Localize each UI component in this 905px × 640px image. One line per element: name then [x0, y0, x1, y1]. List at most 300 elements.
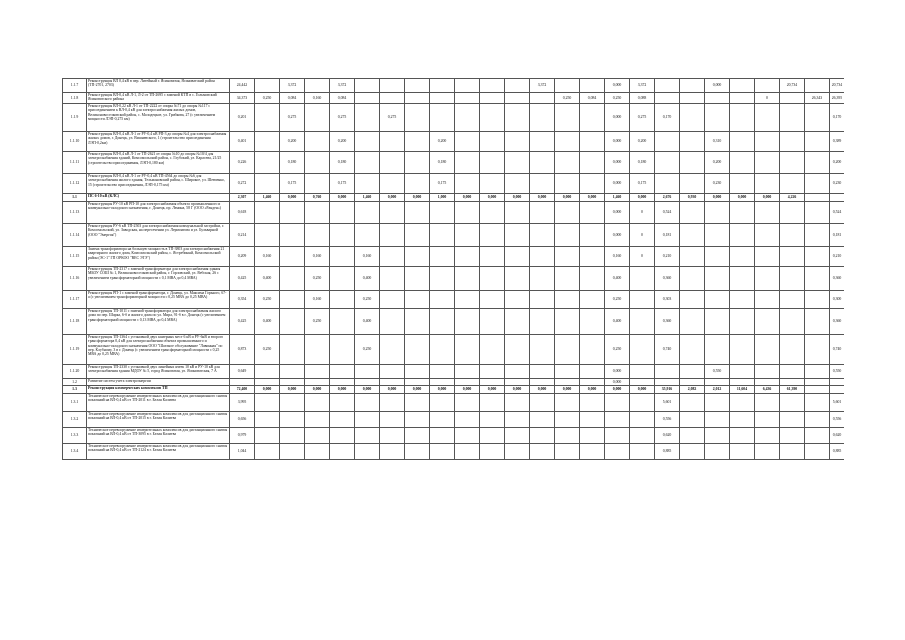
- row-value-cell: [780, 93, 805, 104]
- row-value-cell: [555, 224, 580, 247]
- row-value-cell: [580, 394, 605, 412]
- row-value-cell: [805, 132, 830, 152]
- row-value-cell: [805, 247, 830, 267]
- row-description: Техническое перевооружение измерительных комплексов для дистанционного снятия показаний на ВЛ-0,4 кВ от ТП-2124 в г. Белая Калитва: [87, 444, 230, 460]
- row-value-cell: [505, 394, 530, 412]
- row-value-cell: 0,000: [580, 386, 605, 394]
- row-value-cell: [530, 291, 555, 309]
- row-value-cell: 5,601: [830, 394, 845, 412]
- row-value-cell: [330, 247, 355, 267]
- row-value-cell: [305, 444, 330, 460]
- row-value-cell: [380, 93, 405, 104]
- row-value-cell: 0,000: [555, 194, 580, 202]
- row-value-cell: 0,354: [230, 291, 255, 309]
- row-code: 1.1.17: [63, 291, 87, 309]
- row-value-cell: [455, 224, 480, 247]
- row-value-cell: [705, 309, 730, 335]
- row-value-cell: [230, 379, 255, 386]
- row-value-cell: [305, 132, 330, 152]
- row-value-cell: 0,885: [830, 444, 845, 460]
- row-value-cell: 0,000: [605, 104, 630, 132]
- row-value-cell: [280, 202, 305, 224]
- row-value-cell: [555, 247, 580, 267]
- row-value-cell: 0,400: [355, 309, 380, 335]
- row-value-cell: [255, 428, 280, 444]
- row-code: 1.3.2: [63, 412, 87, 428]
- row-value-cell: [780, 394, 805, 412]
- row-value-cell: [755, 412, 780, 428]
- row-value-cell: [380, 132, 405, 152]
- row-value-cell: 0,200: [330, 132, 355, 152]
- row-value-cell: [805, 394, 830, 412]
- row-value-cell: [455, 267, 480, 291]
- row-value-cell: 35,916: [655, 386, 680, 394]
- row-value-cell: [755, 174, 780, 194]
- row-value-cell: [405, 79, 430, 93]
- row-value-cell: [530, 174, 555, 194]
- row-value-cell: [280, 224, 305, 247]
- row-value-cell: [430, 444, 455, 460]
- row-value-cell: 0,649: [230, 365, 255, 379]
- row-value-cell: [480, 93, 505, 104]
- row-value-cell: 0,181: [655, 224, 680, 247]
- row-value-cell: [530, 394, 555, 412]
- row-value-cell: [280, 412, 305, 428]
- table-row: [63, 428, 845, 444]
- row-value-cell: [405, 309, 430, 335]
- row-value-cell: 0,230: [705, 174, 730, 194]
- row-value-cell: [430, 365, 455, 379]
- row-value-cell: [480, 174, 505, 194]
- row-description: Реконструкция ВЛ-0,4 кВ Л-1, Л-2 от ТП-2695 с заменой КТП в с. Гольмовский Ясиноватского района: [87, 93, 230, 104]
- row-value-cell: [430, 93, 455, 104]
- row-value-cell: [780, 309, 805, 335]
- row-value-cell: [255, 224, 280, 247]
- row-value-cell: [480, 428, 505, 444]
- row-code: 1.1.8: [63, 93, 87, 104]
- row-description: Реконструкция ТП-2330 с установкой двух линейных ячеек 10 кВ и РУ-10 кВ для электроснабжения здания МДОУ № 5, город Ясиноватая, ул. Ясиноватская, 7 А: [87, 365, 230, 379]
- row-value-cell: [305, 379, 330, 386]
- row-description: Реконструкция ТП-1364 с установкой двух камерных мест 6 кВ и РУ-6кВ и второго трансформатора 0,4 кВ для электроснабжения объекта промышленного и коммунально-складского назначения ООО "Шахтное обслуживание "Лавинная" по пер. Клубному, 3 в г. Донецк (с увеличением трансформаторной мощности с 0,25 МВА до 0,25 МВА): [87, 335, 230, 365]
- row-value-cell: [380, 365, 405, 379]
- row-value-cell: 1,460: [355, 194, 380, 202]
- table-row: [63, 267, 845, 291]
- row-value-cell: [330, 309, 355, 335]
- row-value-cell: 0,180: [280, 152, 305, 174]
- table-row: [63, 202, 845, 224]
- row-value-cell: 0,200: [280, 132, 305, 152]
- table-row: [63, 104, 845, 132]
- row-description: Реконструкция ВЛ-0,4 кВ Л-1 от ТП-2621 от опоры №10 до опоры №10/4 для электроснабжения зданий, Комсомольский район, с. Глубокий, ул. Карасева, 21/25 (строительство присоединения, ЛЭП-0,180 км): [87, 152, 230, 174]
- row-value-cell: [480, 394, 505, 412]
- row-value-cell: [355, 79, 380, 93]
- row-value-cell: 0,000: [630, 386, 655, 394]
- row-value-cell: 4,226: [780, 194, 805, 202]
- row-value-cell: 0,389: [830, 132, 845, 152]
- table-row: [63, 379, 845, 386]
- row-value-cell: [580, 174, 605, 194]
- table-row: [63, 224, 845, 247]
- row-value-cell: [805, 291, 830, 309]
- row-value-cell: [680, 394, 705, 412]
- row-value-cell: [530, 93, 555, 104]
- row-value-cell: [730, 335, 755, 365]
- row-value-cell: [680, 291, 705, 309]
- row-value-cell: [405, 152, 430, 174]
- row-value-cell: [780, 335, 805, 365]
- row-value-cell: 0,160: [255, 247, 280, 267]
- row-value-cell: 2,082: [680, 386, 705, 394]
- row-value-cell: 0,524: [655, 202, 680, 224]
- row-code: 1.1.16: [63, 267, 87, 291]
- row-value-cell: [580, 247, 605, 267]
- row-value-cell: [630, 365, 655, 379]
- row-value-cell: [580, 291, 605, 309]
- row-value-cell: 0,000: [480, 386, 505, 394]
- row-value-cell: [805, 309, 830, 335]
- row-value-cell: 0,310: [705, 132, 730, 152]
- row-value-cell: [780, 202, 805, 224]
- row-value-cell: 0,885: [655, 444, 680, 460]
- row-value-cell: [480, 309, 505, 335]
- row-value-cell: 0: [630, 202, 655, 224]
- row-value-cell: [480, 379, 505, 386]
- row-value-cell: [505, 104, 530, 132]
- row-value-cell: 0,000: [730, 194, 755, 202]
- row-value-cell: 0,000: [455, 386, 480, 394]
- row-value-cell: [530, 202, 555, 224]
- row-value-cell: [830, 386, 845, 394]
- row-value-cell: [655, 379, 680, 386]
- row-value-cell: [480, 335, 505, 365]
- row-value-cell: [705, 224, 730, 247]
- row-value-cell: 0,000: [580, 194, 605, 202]
- row-value-cell: 0,175: [330, 174, 355, 194]
- row-value-cell: [380, 202, 405, 224]
- row-value-cell: 0,620: [830, 428, 845, 444]
- row-value-cell: [805, 386, 830, 394]
- row-value-cell: [630, 379, 655, 386]
- row-value-cell: [380, 428, 405, 444]
- row-value-cell: 0,175: [280, 174, 305, 194]
- row-value-cell: [305, 174, 330, 194]
- row-value-cell: [805, 152, 830, 174]
- row-value-cell: 0,160: [305, 291, 330, 309]
- row-value-cell: [630, 412, 655, 428]
- row-value-cell: 0,170: [830, 104, 845, 132]
- row-value-cell: [705, 291, 730, 309]
- row-value-cell: [305, 104, 330, 132]
- row-value-cell: [455, 412, 480, 428]
- row-value-cell: [380, 224, 405, 247]
- row-value-cell: [380, 379, 405, 386]
- row-value-cell: 11,604: [730, 386, 755, 394]
- row-value-cell: 34,373: [230, 93, 255, 104]
- row-value-cell: [355, 224, 380, 247]
- table-row: [63, 335, 845, 365]
- row-value-cell: [405, 335, 430, 365]
- row-value-cell: [280, 267, 305, 291]
- table-row: [63, 194, 845, 202]
- row-value-cell: [380, 444, 405, 460]
- table-row: [63, 444, 845, 460]
- row-value-cell: 0,300: [830, 291, 845, 309]
- row-value-cell: [280, 309, 305, 335]
- row-value-cell: 0,201: [230, 104, 255, 132]
- row-description: Техническое перевооружение измерительных комплексов для дистанционного снятия показаний на ВЛ-0,4 кВ от ТП-2011 в г. Белая Калитва: [87, 394, 230, 412]
- row-value-cell: [530, 365, 555, 379]
- row-value-cell: 2,307: [230, 194, 255, 202]
- row-value-cell: [505, 428, 530, 444]
- row-value-cell: [755, 291, 780, 309]
- row-value-cell: 0,360: [830, 309, 845, 335]
- row-value-cell: [505, 152, 530, 174]
- row-value-cell: [530, 224, 555, 247]
- row-value-cell: 0,200: [830, 152, 845, 174]
- row-value-cell: [455, 379, 480, 386]
- row-value-cell: [805, 79, 830, 93]
- row-value-cell: 5,601: [655, 394, 680, 412]
- row-code: 1.1.15: [63, 247, 87, 267]
- row-value-cell: [630, 267, 655, 291]
- row-value-cell: [330, 291, 355, 309]
- row-value-cell: 0,000: [705, 194, 730, 202]
- row-value-cell: [680, 412, 705, 428]
- row-value-cell: 0,200: [430, 132, 455, 152]
- row-value-cell: [655, 174, 680, 194]
- row-value-cell: [605, 394, 630, 412]
- row-value-cell: [280, 444, 305, 460]
- row-value-cell: [755, 379, 780, 386]
- row-value-cell: 0,175: [630, 174, 655, 194]
- row-value-cell: [380, 152, 405, 174]
- row-value-cell: [430, 202, 455, 224]
- row-value-cell: [330, 394, 355, 412]
- row-value-cell: [430, 394, 455, 412]
- row-value-cell: 26,395: [830, 93, 845, 104]
- row-value-cell: 0,400: [355, 267, 380, 291]
- row-value-cell: 6,436: [755, 386, 780, 394]
- row-value-cell: [730, 309, 755, 335]
- row-value-cell: 26,343: [805, 93, 830, 104]
- row-value-cell: [455, 394, 480, 412]
- row-value-cell: [455, 202, 480, 224]
- row-value-cell: 0,000: [305, 386, 330, 394]
- row-value-cell: [530, 412, 555, 428]
- row-description: Реконструкция ВЛ-0,4 кВ Л-1 от РУ-0,4 кВ ТП-4564 до опоры №6 для электроснабжения жилого здания, Тельмановский район, с. Широкое, ул. Шевченко, 15 (строительство присоединения, ЛЭП-0,175 км): [87, 174, 230, 194]
- row-value-cell: 0,250: [305, 309, 330, 335]
- row-value-cell: 0,200: [630, 132, 655, 152]
- row-value-cell: 0,250: [605, 93, 630, 104]
- row-value-cell: [555, 79, 580, 93]
- row-code: 1.1.10: [63, 132, 87, 152]
- row-value-cell: [705, 247, 730, 267]
- row-value-cell: [730, 224, 755, 247]
- row-value-cell: [455, 247, 480, 267]
- row-value-cell: [705, 335, 730, 365]
- row-value-cell: [730, 79, 755, 93]
- row-value-cell: 0,556: [830, 412, 845, 428]
- row-value-cell: 0: [630, 247, 655, 267]
- row-value-cell: [480, 247, 505, 267]
- row-value-cell: [405, 93, 430, 104]
- row-value-cell: 0,275: [380, 104, 405, 132]
- row-value-cell: 0,000: [605, 224, 630, 247]
- row-value-cell: 0,000: [330, 386, 355, 394]
- row-value-cell: [655, 365, 680, 379]
- row-value-cell: 0,250: [255, 335, 280, 365]
- row-value-cell: 0,000: [605, 132, 630, 152]
- row-value-cell: 2,676: [655, 194, 680, 202]
- row-value-cell: 0,000: [405, 386, 430, 394]
- row-value-cell: [355, 365, 380, 379]
- row-value-cell: [755, 428, 780, 444]
- row-value-cell: 0,175: [430, 174, 455, 194]
- row-value-cell: [355, 444, 380, 460]
- row-value-cell: 0: [755, 93, 780, 104]
- row-value-cell: 0,000: [280, 386, 305, 394]
- row-value-cell: [405, 291, 430, 309]
- row-value-cell: [630, 335, 655, 365]
- row-value-cell: [405, 224, 430, 247]
- row-value-cell: [405, 247, 430, 267]
- row-value-cell: [530, 379, 555, 386]
- row-value-cell: [480, 291, 505, 309]
- row-description: Техническое перевооружение измерительных комплексов для дистанционного снятия показаний на ВЛ-0,4 кВ от ТП-3095 в г. Белая Калитва: [87, 428, 230, 444]
- row-value-cell: [530, 152, 555, 174]
- row-value-cell: [380, 174, 405, 194]
- row-value-cell: 0,209: [230, 247, 255, 267]
- row-value-cell: [530, 428, 555, 444]
- row-value-cell: [730, 428, 755, 444]
- row-value-cell: [505, 247, 530, 267]
- row-value-cell: 0,400: [605, 309, 630, 335]
- row-value-cell: [380, 247, 405, 267]
- row-value-cell: [455, 444, 480, 460]
- row-value-cell: 0,000: [380, 194, 405, 202]
- row-value-cell: [380, 394, 405, 412]
- row-value-cell: [580, 335, 605, 365]
- row-value-cell: [680, 267, 705, 291]
- row-value-cell: [430, 335, 455, 365]
- row-value-cell: [730, 379, 755, 386]
- table-body: [63, 79, 845, 460]
- row-value-cell: 1,044: [230, 444, 255, 460]
- row-value-cell: 0,760: [305, 194, 330, 202]
- row-value-cell: 20,734: [780, 79, 805, 93]
- row-value-cell: 0,084: [280, 93, 305, 104]
- row-value-cell: [505, 224, 530, 247]
- row-value-cell: [780, 132, 805, 152]
- row-value-cell: [430, 104, 455, 132]
- row-value-cell: [730, 247, 755, 267]
- row-value-cell: [380, 291, 405, 309]
- row-value-cell: 0,000: [605, 202, 630, 224]
- row-value-cell: [780, 152, 805, 174]
- row-value-cell: [680, 174, 705, 194]
- row-value-cell: [755, 132, 780, 152]
- row-value-cell: [430, 267, 455, 291]
- row-value-cell: [780, 444, 805, 460]
- row-value-cell: 0,250: [555, 93, 580, 104]
- row-value-cell: [305, 202, 330, 224]
- row-description: Развитие систем учета электроэнергии: [87, 379, 230, 386]
- row-value-cell: [330, 202, 355, 224]
- row-value-cell: [405, 104, 430, 132]
- row-value-cell: [430, 291, 455, 309]
- row-value-cell: [430, 309, 455, 335]
- row-value-cell: [580, 152, 605, 174]
- row-value-cell: 0,400: [255, 267, 280, 291]
- row-description: Реконструкция ВЛ-0,22 кВ Л-1 от ТП-2222 от опоры №71 до опоры №117 с присоединением к ВЛ-0,4 кВ для электроснабжения жилых домов, Великоновоселковский район, с. Молодецкое, ул. Грибкова, 27 (с увеличением мощности ЛЭП-0,275 км): [87, 104, 230, 132]
- row-value-cell: [730, 394, 755, 412]
- row-value-cell: [455, 79, 480, 93]
- row-value-cell: [580, 79, 605, 93]
- row-value-cell: [805, 202, 830, 224]
- row-value-cell: [255, 202, 280, 224]
- row-value-cell: [255, 174, 280, 194]
- row-value-cell: [755, 224, 780, 247]
- row-value-cell: [380, 79, 405, 93]
- row-value-cell: [780, 412, 805, 428]
- row-value-cell: [555, 428, 580, 444]
- row-value-cell: 0,400: [605, 267, 630, 291]
- row-value-cell: 0,000: [280, 194, 305, 202]
- row-value-cell: 0,000: [505, 194, 530, 202]
- row-value-cell: 0,160: [355, 247, 380, 267]
- row-value-cell: [780, 428, 805, 444]
- row-value-cell: [805, 444, 830, 460]
- row-value-cell: [405, 267, 430, 291]
- row-value-cell: 0,000: [605, 79, 630, 93]
- row-value-cell: [480, 365, 505, 379]
- row-value-cell: [480, 444, 505, 460]
- row-value-cell: [330, 365, 355, 379]
- row-value-cell: [505, 309, 530, 335]
- row-value-cell: [405, 428, 430, 444]
- row-value-cell: 0,000: [455, 194, 480, 202]
- row-description: Реконструкция ВЛ-0,4 кВ Л-1 от РУ-0,4 кВ РП-3 до опоры №4 для электроснабжения жилых домов, г. Донецк, ул. Вишневского, 1 (строительство присоединения ЛЭП-0,2км): [87, 132, 230, 152]
- row-value-cell: [255, 132, 280, 152]
- row-value-cell: [580, 444, 605, 460]
- row-value-cell: [255, 412, 280, 428]
- row-code: 1.1.14: [63, 224, 87, 247]
- row-value-cell: [630, 428, 655, 444]
- row-value-cell: [605, 444, 630, 460]
- row-value-cell: [755, 79, 780, 93]
- table-row: [63, 79, 845, 93]
- row-value-cell: [680, 309, 705, 335]
- row-value-cell: [405, 444, 430, 460]
- row-value-cell: [555, 152, 580, 174]
- row-value-cell: [630, 444, 655, 460]
- row-value-cell: [555, 412, 580, 428]
- row-value-cell: [580, 104, 605, 132]
- table-row: [63, 291, 845, 309]
- row-description: Реконструкция РУ-10 кВ РП-10 для электроснабжения объекта промышленного и коммунально-складского назначения, г. Донецк, пр. Ленина, 58 Г (ООО «Ранден»): [87, 202, 230, 224]
- row-value-cell: [805, 174, 830, 194]
- row-value-cell: 0,230: [830, 174, 845, 194]
- row-value-cell: 3,372: [630, 79, 655, 93]
- row-value-cell: [680, 365, 705, 379]
- row-value-cell: [430, 379, 455, 386]
- row-value-cell: 0,000: [530, 386, 555, 394]
- row-value-cell: [455, 335, 480, 365]
- row-value-cell: [605, 412, 630, 428]
- row-value-cell: [505, 202, 530, 224]
- row-value-cell: 3,372: [530, 79, 555, 93]
- row-value-cell: [280, 247, 305, 267]
